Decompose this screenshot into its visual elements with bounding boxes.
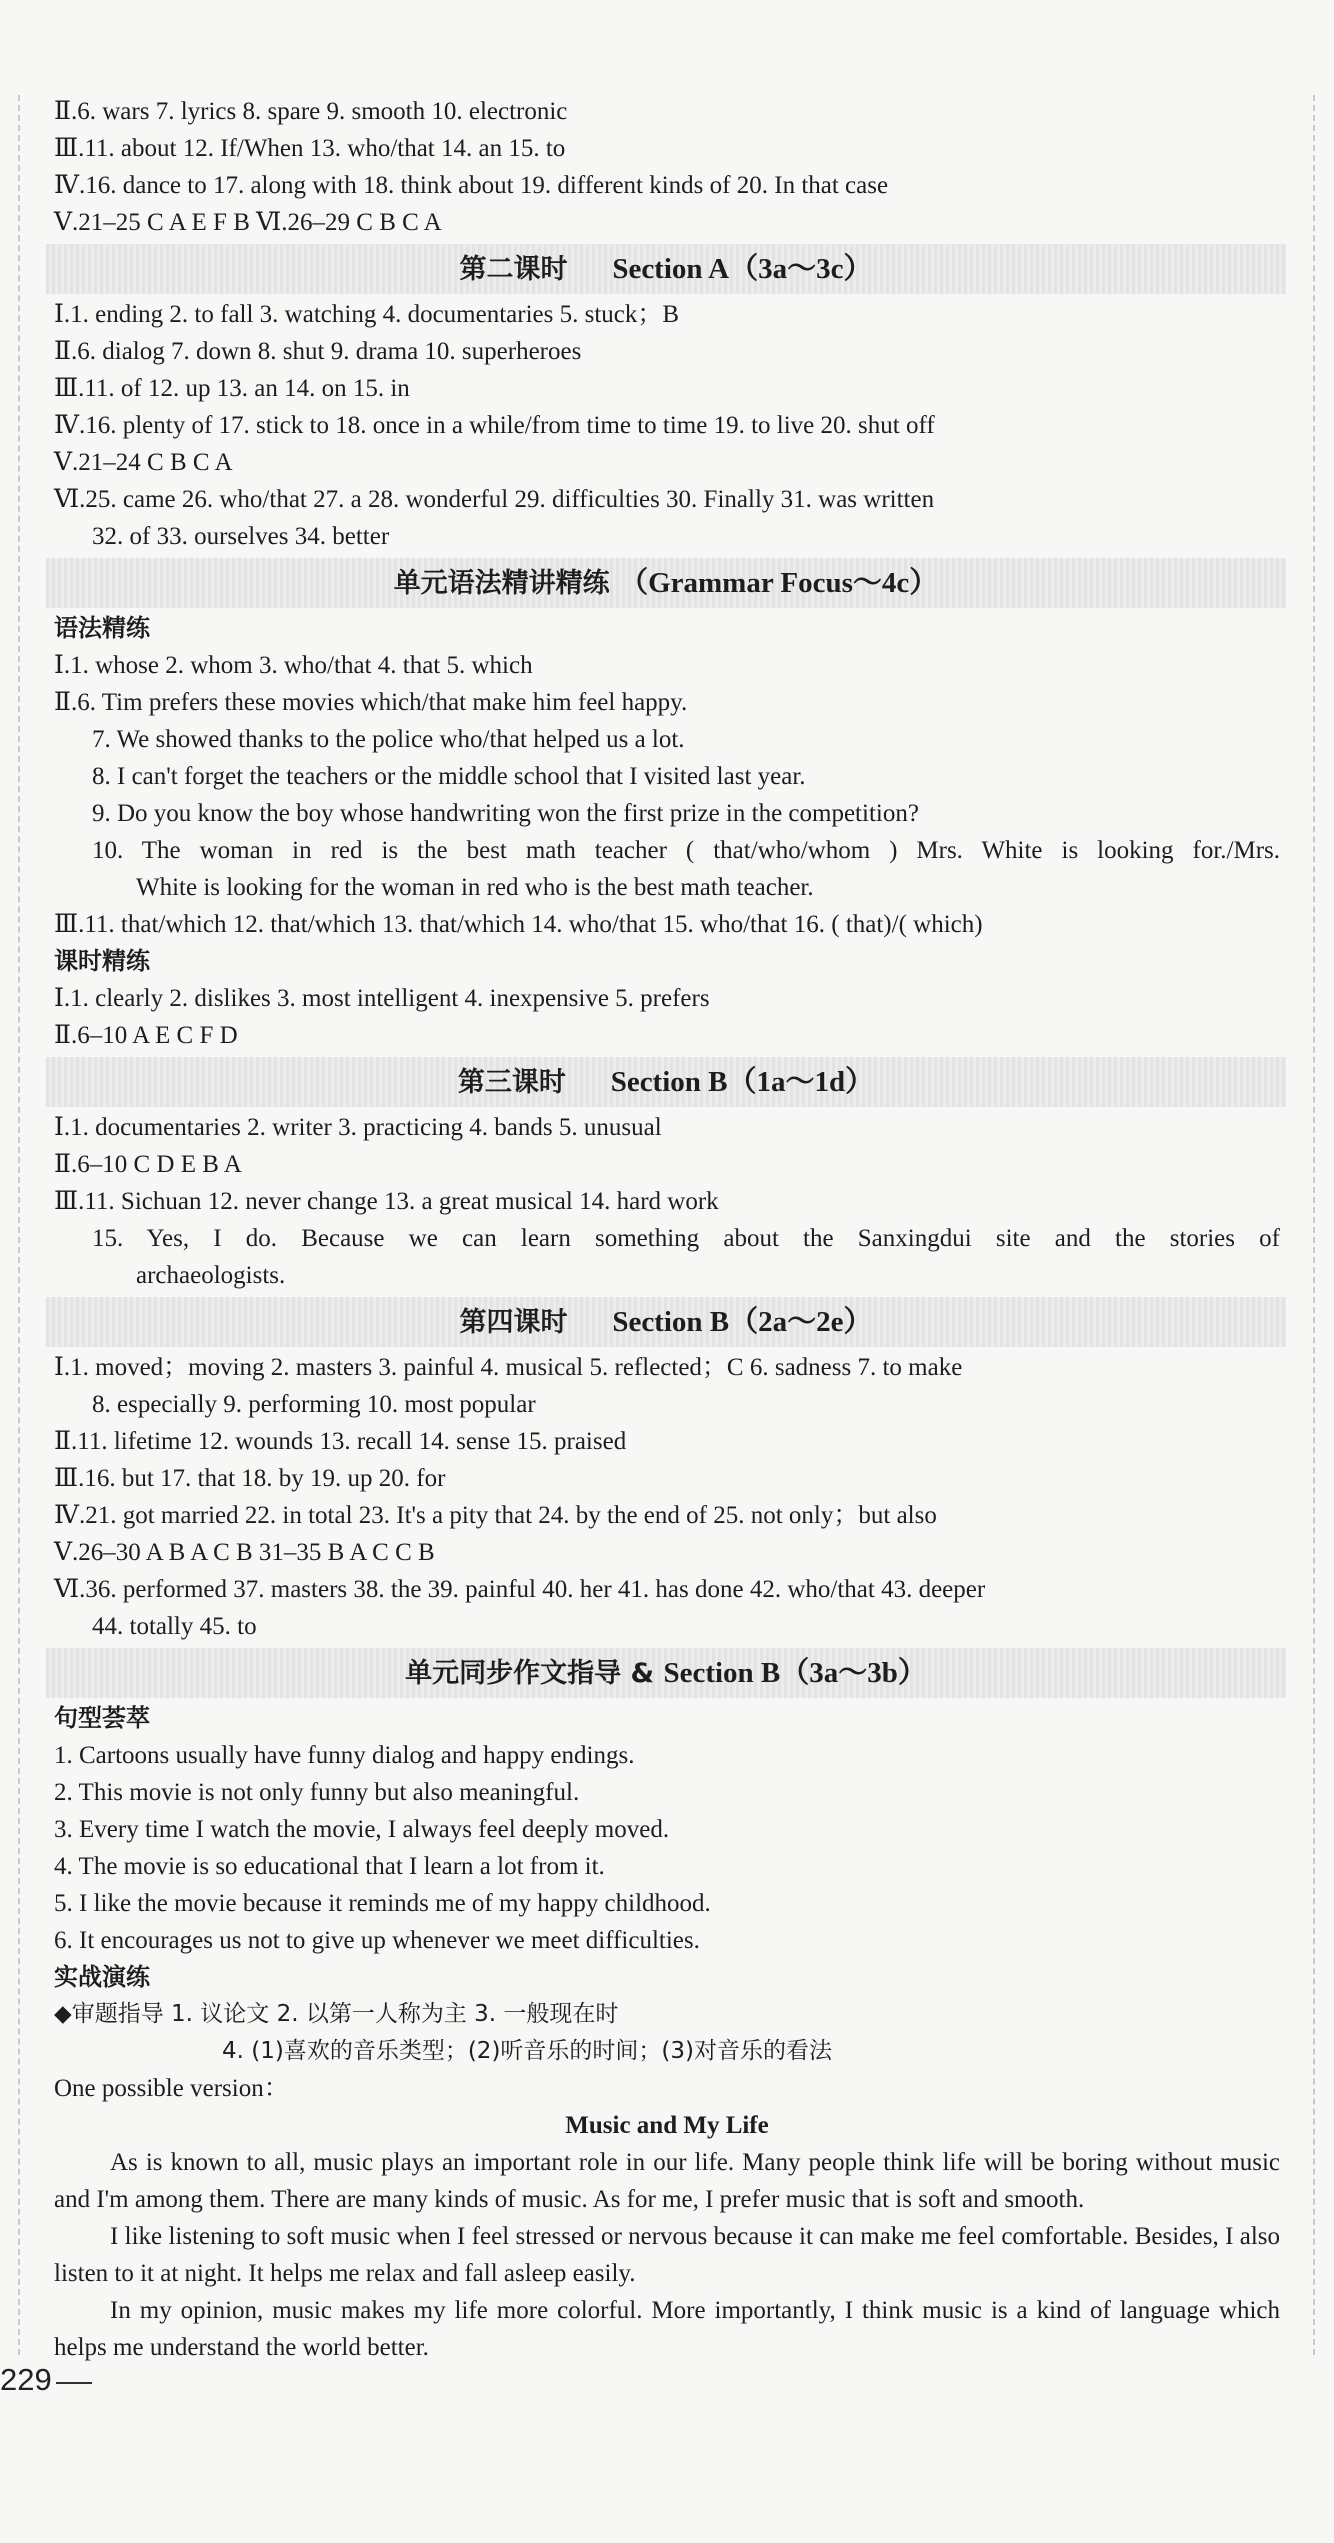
answer-line: 9. Do you know the boy whose handwriting won the first prize in the competition?: [92, 800, 919, 827]
answer-line: Ⅵ.36. performed 37. masters 38. the 39. painful 40. her 41. has done 42. who/that 43. deeper: [54, 1576, 986, 1603]
sentence-line: 5. I like the movie because it reminds me of my happy childhood.: [54, 1890, 711, 1917]
subheading: 句型荟萃: [54, 1704, 150, 1732]
answer-line: Ⅱ.6. wars 7. lyrics 8. spare 9. smooth 10. electronic: [54, 98, 568, 125]
essay-title: Music and My Life: [565, 2112, 769, 2139]
answer-line: Ⅲ.11. that/which 12. that/which 13. that/which 14. who/that 15. who/that 16. ( that)/( which): [54, 911, 983, 938]
subheading: 语法精练: [54, 614, 150, 642]
answer-line: 10. The woman in red is the best math teacher ( that/who/whom ) Mrs. White is looking for./Mrs.: [92, 837, 1280, 864]
answer-line: Ⅱ.6–10 A E C F D: [54, 1022, 238, 1049]
answer-line: 8. especially 9. performing 10. most popular: [92, 1391, 536, 1418]
section-header-lesson-4: [46, 1297, 1286, 1347]
section-title-en: Section B（3a～3b）: [663, 1657, 927, 1689]
answer-line: Ⅲ.11. about 12. If/When 13. who/that 14. an 15. to: [54, 135, 566, 162]
section-title-cn: 单元同步作文指导 &: [405, 1658, 655, 1689]
section-header-lesson-3: [46, 1057, 1286, 1107]
section-header-lesson-2: [46, 244, 1286, 294]
section-title-cn: 单元语法精讲精练: [393, 568, 610, 599]
sentence-line: 1. Cartoons usually have funny dialog and happy endings.: [54, 1742, 635, 1769]
essay-intro: One possible version：: [54, 2075, 289, 2102]
guide-line: 4. (1)喜欢的音乐类型；(2)听音乐的时间；(3)对音乐的看法: [222, 2038, 832, 2064]
answer-line: 8. I can't forget the teachers or the middle school that I visited last year.: [92, 763, 806, 790]
answer-line: 7. We showed thanks to the police who/that helped us a lot.: [92, 726, 685, 753]
section-title-en: （Grammar Focus～4c）: [619, 567, 939, 599]
answer-line: Ⅰ.1. clearly 2. dislikes 3. most intelligent 4. inexpensive 5. prefers: [54, 985, 710, 1012]
answer-line: Ⅳ.16. dance to 17. along with 18. think about 19. different kinds of 20. In that case: [54, 172, 889, 199]
subheading: 实战演练: [54, 1963, 150, 1991]
subheading: 课时精练: [54, 947, 150, 975]
answer-line: Ⅲ.11. of 12. up 13. an 14. on 15. in: [54, 375, 410, 402]
answer-content: [54, 93, 1280, 2366]
guide-line: ◆审题指导 1. 议论文 2. 以第一人称为主 3. 一般现在时: [54, 2001, 619, 2027]
essay-paragraph: As is known to all, music plays an important role in our life. Many people think life will be boring without music and I'm among them. There are many kinds of music. As for me, I prefer music that is soft and smooth.: [54, 2149, 1280, 2213]
section-header-writing: [46, 1648, 1286, 1698]
sentence-line: 4. The movie is so educational that I learn a lot from it.: [54, 1853, 605, 1880]
answer-line: Ⅳ.16. plenty of 17. stick to 18. once in a while/from time to time 19. to live 20. shut off: [54, 412, 935, 439]
sentence-line: 6. It encourages us not to give up whenever we meet difficulties.: [54, 1927, 700, 1954]
answer-line: 15. Yes, I do. Because we can learn something about the Sanxingdui site and the stories of: [92, 1225, 1280, 1252]
answer-line: archaeologists.: [136, 1262, 286, 1289]
answer-line: Ⅴ.21–25 C A E F B Ⅵ.26–29 C B C A: [54, 209, 442, 236]
answer-line: Ⅰ.1. moved；moving 2. masters 3. painful 4. musical 5. reflected；C 6. sadness 7. to make: [54, 1354, 963, 1381]
answer-line: Ⅴ.21–24 C B C A: [54, 449, 233, 476]
left-dashed-border: [18, 95, 20, 2355]
answer-line: Ⅲ.16. but 17. that 18. by 19. up 20. for: [54, 1465, 446, 1492]
sentence-line: 2. This movie is not only funny but also meaningful.: [54, 1779, 580, 1806]
section-header-grammar: [46, 558, 1286, 608]
answer-line: 32. of 33. ourselves 34. better: [92, 523, 390, 550]
answer-line: Ⅱ.6–10 C D E B A: [54, 1151, 242, 1178]
answer-line: Ⅱ.11. lifetime 12. wounds 13. recall 14. sense 15. praised: [54, 1428, 627, 1455]
answer-line: White is looking for the woman in red who is the best math teacher.: [136, 874, 814, 901]
essay-paragraph: In my opinion, music makes my life more colorful. More importantly, I think music is a kind of language which helps me understand the world better.: [54, 2297, 1280, 2361]
answer-line: Ⅵ.25. came 26. who/that 27. a 28. wonderful 29. difficulties 30. Finally 31. was written: [54, 486, 935, 513]
essay-paragraph: I like listening to soft music when I feel stressed or nervous because it can make me feel comfortable. Besides, I also listen to it at night. It helps me relax and fall asleep easily.: [54, 2223, 1280, 2287]
section-title-en: Section A（3a～3c）: [612, 253, 873, 285]
answer-line: Ⅲ.11. Sichuan 12. never change 13. a great musical 14. hard work: [54, 1188, 719, 1215]
answer-line: Ⅰ.1. documentaries 2. writer 3. practicing 4. bands 5. unusual: [54, 1114, 662, 1141]
sentence-line: 3. Every time I watch the movie, I always feel deeply moved.: [54, 1816, 670, 1843]
right-dashed-border: [1313, 95, 1315, 2355]
page-number-dash: [56, 2382, 92, 2384]
answer-line: Ⅳ.21. got married 22. in total 23. It's a pity that 24. by the end of 25. not only；but also: [54, 1502, 937, 1529]
section-title-en: Section B（1a～1d）: [610, 1066, 875, 1098]
section-title-en: Section B（2a～2e）: [612, 1306, 873, 1338]
section-title-cn: 第三课时: [457, 1067, 566, 1098]
answer-line: Ⅰ.1. ending 2. to fall 3. watching 4. documentaries 5. stuck；B: [54, 301, 680, 328]
answer-line: 44. totally 45. to: [92, 1613, 257, 1640]
page-number: 229: [0, 2362, 52, 2397]
answer-line: Ⅴ.26–30 A B A C B 31–35 B A C C B: [54, 1539, 435, 1566]
answer-line: Ⅱ.6. dialog 7. down 8. shut 9. drama 10. superheroes: [54, 338, 582, 365]
answer-line: Ⅰ.1. whose 2. whom 3. who/that 4. that 5. which: [54, 652, 533, 679]
section-title-cn: 第二课时: [459, 254, 568, 285]
answer-line: Ⅱ.6. Tim prefers these movies which/that make him feel happy.: [54, 689, 688, 716]
section-title-cn: 第四课时: [459, 1307, 568, 1338]
